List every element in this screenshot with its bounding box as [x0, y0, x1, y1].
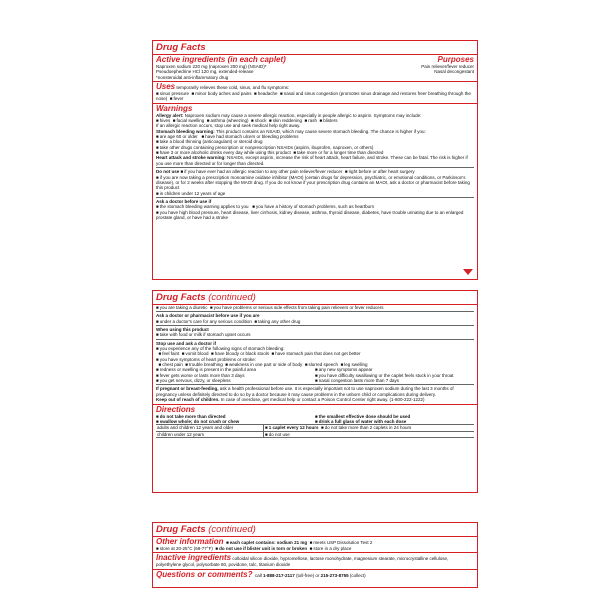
text-p1-stomach-items-1: ■ have had stomach ulcers or bleeding problems [202, 134, 299, 139]
text-p2-dir-adult: adults and children 12 years and older [156, 425, 264, 431]
text-p2-stop-items1-2: ■ have bloody or black stools [211, 351, 269, 356]
text-p1-allergy-b: Allergy alert: [156, 112, 184, 118]
continue-arrow-icon [463, 269, 473, 275]
text-p2-askpharm-items-1: ■ taking any other drug [254, 319, 300, 324]
text-p1-stomach-items-4: ■ have 3 or more alcoholic drinks every day while using this product [156, 150, 291, 155]
text-p2-stop-items2-1: ■ trouble breathing [185, 362, 223, 367]
text-p1-stomach-items-0: ■ are age 60 or older [156, 134, 198, 139]
text-p2-stop-items3-2: ■ fever gets worse or lasts more than 3 days [156, 373, 315, 378]
text-p2-dir-child: children under 12 years [156, 432, 264, 438]
text-p3-cont: (continued) [208, 524, 256, 535]
text-p2-keep-b: Keep out of reach of children. [156, 397, 220, 403]
text-p3-other-items-1: ■ meets USP Dissolution Test 2 [310, 540, 373, 545]
text-p2-stop-items3-4: ■ you get nervous, dizzy, or sleepless [156, 378, 315, 383]
text-p1-allergy-items-5: ■ rash [305, 118, 317, 123]
text-p1-allergy: Naproxen sodium may cause a severe allergic reaction, especially in people allergic to aspirin. Symptoms may include: [184, 112, 422, 118]
text-p1-stomach-b: Stomach bleeding warning: [156, 128, 215, 134]
text-p2-when-items-0: ■ take with food or milk if stomach upset occurs [156, 332, 474, 337]
text-p1-stomach-items-2: ■ take a blood thinning (anticoagulant) or steroid drug [156, 139, 474, 144]
text-p3-other-items-0: ■ each caplet contains: sodium 21 mg [226, 540, 307, 545]
text-p2-top-items-0: ■ you are taking a diuretic [156, 305, 208, 310]
text-p3-inactive: colloidal silicon dioxide, hypromellose, lactose monohydrate, magnesium stearate, microcrystalline cellulose, polyethylene glycol, polysorbate 80, povidone, talc, titanium dioxide [156, 556, 449, 568]
text-p2-dir-items-2: ■ swallow whole; do not crush or chew [156, 419, 315, 424]
text-p2-askpharm-b: Ask a doctor or pharmacist before use if you are [156, 313, 260, 319]
text-p2-stop-items3-3: ■ you have difficulty swallowing or the caplet feels stuck in your throat [315, 373, 474, 378]
text-p2-dir-adult-1: ■ 1 caplet every 12 hours [265, 425, 319, 430]
text-p1-uses-items-2: ■ headache [254, 91, 278, 96]
text-p3-q-call: call [254, 572, 262, 578]
drug-facts-panel-1 [152, 40, 478, 280]
uses-list [156, 91, 474, 102]
questions-header: Questions or comments? [156, 569, 253, 579]
ingredient-1-purpose: Pain reliever/fever reducer [421, 64, 474, 69]
text-p3-q-tf: (toll-free) or [296, 572, 320, 578]
text-p2-keep: In case of overdose, get medical help or contact a Poison Control Center right away. (1-800-222-1222) [220, 397, 425, 403]
panel-title: Drug Facts [156, 42, 206, 53]
text-p1-dnu-b: Do not use [156, 169, 180, 175]
text-p1-allergy-items-3: ■ shock [251, 118, 266, 123]
text-p2-cont: (continued) [208, 292, 256, 303]
text-p2-preg-b: If pregnant or breast-feeding, [156, 386, 219, 392]
text-p2-when-b: When using this product [156, 327, 209, 333]
text-p2-preg: ask a health professional before use. It is especially important not to use naproxen sodium during the last 3 months of pregnancy unless definitely directed to do so by a doctor because it may cause problems in the unborn child or complications during delivery. [156, 386, 454, 397]
drug-facts-panel-2 [152, 290, 478, 493]
text-p2-stop-items2-3: ■ slurred speech [305, 362, 338, 367]
text-p3-q-phone1: 1-888-217-2117 [263, 572, 295, 578]
text-p2-stop-intro2: ■ you have symptoms of heart problems or stroke: [156, 357, 474, 362]
text-p2-stop-items3-1: ■ any new symptoms appear [315, 367, 474, 372]
text-p1-uses-items-3: ■ nasal and sinus congestion (promotes sinus drainage and restores freer breathing through the nose) [156, 91, 471, 101]
text-p2-top-items-1: ■ you have problems or serious side effects from taking pain relievers or fever reducers [210, 305, 383, 310]
directions-header: Directions [156, 404, 196, 414]
footnote: *nonsteroidal anti-inflammatory drug [156, 74, 229, 80]
text-p1-dnu-items-3: ■ in children under 12 years of age [156, 191, 474, 196]
text-p1-allergy-items-6: ■ blisters [320, 118, 338, 123]
warnings-header: Warnings [156, 103, 193, 113]
text-p2-stop-items3-5: ■ nasal congestion lasts more than 7 days [315, 378, 474, 383]
uses-intro: temporarily relieves these cold, sinus, and flu symptoms: [176, 85, 290, 91]
text-p3-other-items-3: ■ do not use if blister unit is torn or broken [215, 546, 307, 551]
inactive-header: Inactive ingredients [156, 553, 232, 563]
text-p2-dir-adult-2: ■ do not take more than 2 caplets in 24 hours [321, 425, 411, 430]
other-info-header: Other information [156, 537, 224, 546]
text-p1-allergy-items-1: ■ facial swelling [173, 118, 204, 123]
text-p1-heart: NSAIDs, except aspirin, increase the risk of heart attack, heart failure, and stroke. These can be fatal. The risk is higher if you use more than directed or for longer than directed. [156, 155, 468, 166]
drug-facts-panel-3 [152, 522, 478, 588]
text-p1-ask-b: Ask a doctor before use if [156, 198, 212, 204]
text-p1-heart-b: Heart attack and stroke warning: [156, 155, 226, 161]
text-p3-other-items-2: ■ store at 20-25°C (68-77°F) [156, 546, 213, 551]
text-p3-title: Drug Facts [156, 524, 206, 535]
text-p1-stomach-items-5: ■ take more or for a longer time than directed [293, 150, 383, 155]
purposes-header: Purposes [437, 55, 474, 64]
text-p1-allergy-items-4: ■ skin reddening [269, 118, 302, 123]
text-p1-dnu-items-0: ■ if you have ever had an allergic reaction to any other pain reliever/fever reducer [181, 169, 343, 174]
text-p3-q-collect: (collect) [349, 572, 366, 578]
text-p1-uses-items-0: ■ sinus pressure [156, 91, 189, 96]
text-p2-title: Drug Facts [156, 292, 206, 303]
text-p2-dir-items-3: ■ drink a full glass of water with each dose [315, 419, 474, 424]
text-p1-allergy-items-0: ■ hives [156, 118, 170, 123]
text-p1-uses-items-4: ■ fever [170, 96, 184, 101]
text-p1-dnu-items-2: ■ if you are now taking a prescription monoamine oxidase inhibitor (MAOI) (certain drugs for depression, psychiatric, or emotional conditions, or Parkinson's disease), or for 2 weeks after stopping the MAOI drug. If you do not know if your prescription drug contains an MAOI, ask a doctor or pharmacist before taking this product [156, 175, 474, 191]
ingredient-1: Naproxen sodium 220 mg (naproxen 200 mg) (NSAID)* [156, 64, 267, 69]
text-p1-dnu-items-1: ■ right before or after heart surgery [345, 169, 415, 174]
text-p3-q-phone2: 215-273-8755 [320, 572, 349, 578]
text-p2-stop-items1-3: ■ have stomach pain that does not get better [272, 351, 361, 356]
text-p2-dir-items-1: ■ the smallest effective dose should be used [315, 414, 474, 419]
text-p1-stomach-items-3: ■ take other drugs containing prescription or nonprescription NSAIDs (aspirin, ibuprofen, naproxen, or others) [156, 145, 474, 150]
text-p2-dir-child-1: ■ do not use [265, 432, 290, 437]
text-p1-ask-items-0: ■ the stomach bleeding warning applies to you [156, 204, 249, 209]
text-p2-stop-items1-0: ■ feel faint [159, 351, 180, 356]
uses-header: Uses [156, 82, 176, 92]
text-p2-stop-items3-0: ■ redness or swelling is present in the painful area [156, 367, 315, 372]
text-p2-stop-items2-2: ■ weakness in one part or side of body [225, 362, 302, 367]
text-p2-askpharm-items-0: ■ under a doctor's care for any serious condition [156, 319, 252, 324]
text-p2-stop-items2-4: ■ leg swelling [341, 362, 368, 367]
text-p1-ask-items-2: ■ you have high blood pressure, heart disease, liver cirrhosis, kidney disease, asthma, thyroid disease, diabetes, have trouble urinating due to an enlarged prostate gland, or have had a stroke [156, 210, 474, 221]
text-p3-other-items-4: ■ store in a dry place [310, 546, 352, 551]
text-p1-uses-items-1: ■ minor body aches and pains [192, 91, 252, 96]
ingredient-2-purpose: Nasal decongestant [434, 69, 474, 75]
text-p1-stomach: This product contains an NSAID, which may cause severe stomach bleeding. The chance is higher if you: [215, 128, 426, 134]
text-p2-dir-items-0: ■ do not take more than directed [156, 414, 315, 419]
text-p1-allergy-end: If an allergic reaction occurs, stop use and seek medical help right away. [156, 123, 301, 129]
ingredient-2: Pseudoephedrine HCl 120 mg, extended-release [156, 69, 254, 75]
active-ingredients-header: Active ingredients (in each caplet) [156, 55, 286, 64]
dosage-table [156, 424, 474, 438]
text-p1-allergy-items-2: ■ asthma (wheezing) [207, 118, 249, 123]
text-p1-ask-items-1: ■ you have a history of stomach problems, such as heartburn [252, 204, 374, 209]
text-p2-stop-items2-0: ■ chest pain [159, 362, 183, 367]
text-p2-stop-b: Stop use and ask a doctor if [156, 340, 217, 346]
text-p2-stop-intro: ■ you experience any of the following signs of stomach bleeding: [156, 346, 474, 351]
text-p2-stop-items1-1: ■ vomit blood [182, 351, 209, 356]
